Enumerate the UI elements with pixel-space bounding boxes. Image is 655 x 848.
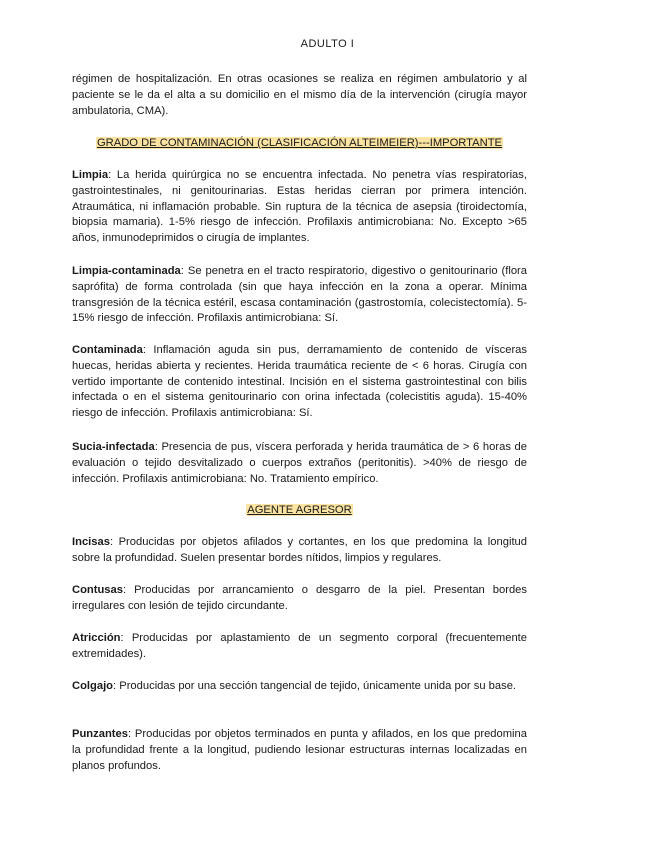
page-header-title: ADULTO I xyxy=(300,38,355,50)
definition-contaminada xyxy=(72,343,527,422)
intro-paragraph-block xyxy=(72,72,527,119)
term-limpia: Limpia xyxy=(72,169,109,181)
definition-limpia xyxy=(72,168,527,247)
term-punzantes: Punzantes xyxy=(72,728,128,740)
definition-sucia-infectada xyxy=(72,440,527,487)
definition-contaminada-text: : Inflamación aguda sin pus, derramamiento de contenido de vísceras huecas, heridas abierta y recientes. Herida traumática reciente de < 6 horas. Cirugía con vertido importante de contenido intestinal. Incisión en el sistema gastrointestinal con bilis infectada o en el sistema genitourinario con orina infectada (colecistitis aguda). 15-40% riesgo de infección. Profilaxis antimicrobiana: Sí. xyxy=(72,344,527,420)
definition-punzantes-text: : Producidas por objetos terminados en punta y afilados, en los que predomina la profundidad frente a la longitud, pudiendo lesionar estructuras internas localizadas en planos profundos. xyxy=(72,728,527,772)
term-incisas: Incisas xyxy=(72,536,110,548)
term-sucia-infectada: Sucia-infectada xyxy=(72,441,155,453)
definition-incisas-text: : Producidas por objetos afilados y cortantes, en los que predomina la longitud sobre la profundidad. Suelen presentar bordes nítidos, limpios y regulares. xyxy=(72,536,527,564)
term-atriccion: Atricción xyxy=(72,632,121,644)
definition-colgajo-text: : Producidas por una sección tangencial de tejido, únicamente unida por su base. xyxy=(113,680,517,692)
definition-contusas-text: : Producidas por arrancamiento o desgarro de la piel. Presentan bordes irregulares con lesión de tejido circundante. xyxy=(72,584,527,612)
section-contamination-heading xyxy=(72,136,527,151)
section-contamination-title: GRADO DE CONTAMINACIÓN (CLASIFICACIÓN ALTEIMEIER)---IMPORTANTE xyxy=(96,137,503,149)
definition-atriccion xyxy=(72,631,527,663)
definition-colgajo xyxy=(72,679,527,695)
definition-contusas xyxy=(72,583,527,615)
definition-atriccion-text: : Producidas por aplastamiento de un segmento corporal (frecuentemente extremidades). xyxy=(72,632,527,660)
definition-sucia-infectada-text: : Presencia de pus, víscera perforada y herida traumática de > 6 horas de evaluación o tejido desvitalizado o cuerpos extraños (peritonitis). >40% de riesgo de infección. Profilaxis antimicrobiana: No. Tratamiento empírico. xyxy=(72,441,527,485)
section-agente-heading xyxy=(72,503,527,518)
intro-paragraph: régimen de hospitalización. En otras ocasiones se realiza en régimen ambulatorio y al paciente se le da el alta a su domicilio en el mismo día de la intervención (cirugía mayor ambulatoria, CMA). xyxy=(72,73,527,117)
definition-limpia-contaminada-text: : Se penetra en el tracto respiratorio, digestivo o genitourinario (flora saprófita) de forma controlada (sin que haya infección en la zona a operar. Mínima transgresión de la técnica estéril, escasa contaminación (gastrostomía, colecistectomía). 5-15% riesgo de infección. Profilaxis antimicrobiana: Sí. xyxy=(72,265,527,325)
term-contusas: Contusas xyxy=(72,584,123,596)
term-colgajo: Colgajo xyxy=(72,680,114,692)
definition-punzantes xyxy=(72,727,527,774)
term-contaminada: Contaminada xyxy=(72,344,143,356)
definition-incisas xyxy=(72,535,527,567)
term-limpia-contaminada: Limpia-contaminada xyxy=(72,265,181,277)
definition-limpia-contaminada xyxy=(72,264,527,327)
section-agente-title: AGENTE AGRESOR xyxy=(247,504,352,516)
definition-limpia-text: : La herida quirúrgica no se encuentra infectada. No penetra vías respiratorias, gastrointestinales, ni genitourinarias. Estas heridas cierran por primera intención. Atraumática, ni inflamación probable. Sin ruptura de la técnica de asepsia (tiroidectomía, biopsia mamaria). 1-5% riesgo de infección. Profilaxis antimicrobiana: No. Excepto >65 años, inmunodeprimidos o cirugía de implantes. xyxy=(72,169,527,245)
